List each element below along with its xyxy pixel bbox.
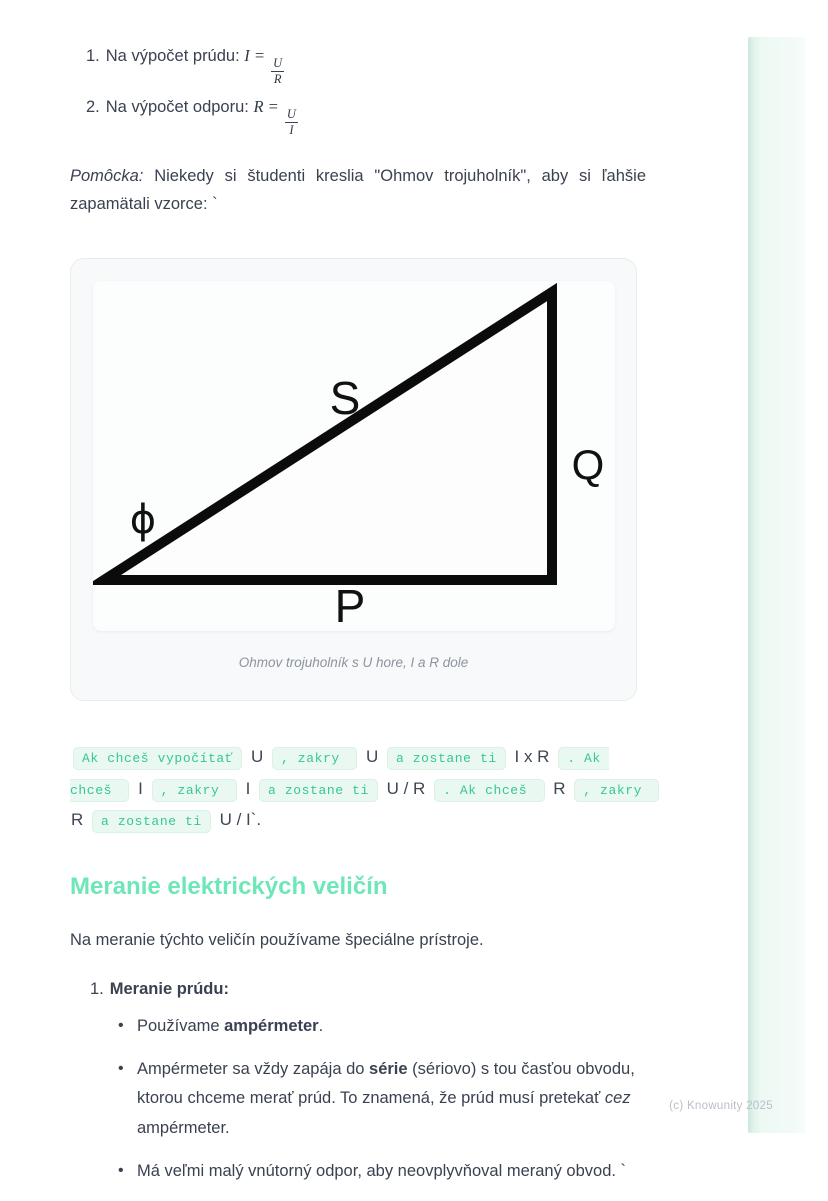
- bullet-item: [118, 1055, 645, 1143]
- right-accent-bar: [748, 37, 805, 1133]
- bullet-item: [118, 1157, 645, 1186]
- ohm-triangle-image: [93, 281, 615, 631]
- inline-code-chip: , zakry: [272, 747, 357, 770]
- section-heading: Meranie elektrických veličín: [70, 873, 388, 901]
- inline-code-chip: a zostane ti: [92, 810, 211, 833]
- fraction-numerator: U: [273, 56, 283, 70]
- measurement-title: Meranie prúdu:: [109, 979, 229, 998]
- plain-text-segment: U: [250, 747, 264, 767]
- list-number: 1.: [86, 47, 100, 65]
- figure-caption: Ohmov trojuholník s U hore, I a R dole: [238, 655, 469, 671]
- measurement-title-row: [90, 977, 646, 1002]
- inline-code-chip: , zakry: [152, 779, 237, 802]
- bullet-text-segment: ampérmeter: [224, 1016, 319, 1035]
- plain-text-segment: I: [138, 778, 143, 798]
- hint-lead: Pomôcka:: [70, 167, 144, 185]
- formula-list-item: [86, 44, 646, 85]
- fraction: [285, 108, 298, 136]
- measurement-list-item: [90, 977, 646, 1187]
- plain-text-segment: R: [553, 778, 566, 798]
- formula-list-item: [86, 95, 646, 136]
- bullet-item: [118, 1012, 645, 1041]
- inline-code-chip: , zakry: [574, 779, 659, 802]
- triangle-label-bottom: P: [334, 580, 366, 632]
- bullet-text-segment: (sériovo) s tou časťou obvodu, ktorou chceme merať prúd. To znamená, že prúd musí pretekať: [137, 1060, 635, 1108]
- formula-label: Na výpočet prúdu:: [105, 47, 245, 65]
- ohm-triangle-svg: [93, 281, 615, 631]
- formula-math: I = $\frac{U}{R}$: [244, 46, 283, 86]
- hint-paragraph: [70, 162, 646, 218]
- bullet-text-segment: Používame: [137, 1016, 225, 1035]
- bullet-text-segment: .: [318, 1016, 324, 1035]
- measurement-list: [70, 977, 646, 1187]
- inline-code-chip: a zostane ti: [387, 747, 506, 770]
- bullet-text-segment: Má veľmi malý vnútorný odpor, aby neovplyvňoval meraný obvod. `: [137, 1162, 627, 1181]
- fraction-denominator: R: [273, 71, 282, 86]
- section-intro: Na meranie týchto veličín používame špeciálne prístroje.: [70, 930, 484, 949]
- footer-copyright: (c) Knowunity 2025: [669, 1100, 773, 1112]
- plain-text-segment: I: [245, 778, 251, 798]
- triangle-shape: [104, 292, 552, 580]
- hint-text: Niekedy si študenti kreslia "Ohmov trojuholník", aby si ľahšie zapamätali vzorce: `: [70, 167, 646, 214]
- document-content: [70, 44, 651, 1201]
- bullet-text-segment: série: [369, 1060, 408, 1079]
- fraction-numerator: U: [286, 107, 296, 121]
- bullet-list: [90, 1012, 646, 1187]
- inline-code-chip: . Ak chceš: [70, 747, 609, 801]
- plain-text-segment: R: [71, 809, 84, 829]
- inline-code-chip: Ak chceš vypočítať: [73, 747, 242, 770]
- code-paragraph: [70, 741, 651, 835]
- formula-label: Na výpočet odporu:: [105, 98, 254, 116]
- list-number: 2.: [86, 98, 100, 116]
- fraction: [271, 57, 284, 85]
- plain-text-segment: U: [365, 747, 379, 767]
- ohm-triangle-figure: [70, 258, 637, 701]
- plain-text-segment: U / I`.: [219, 809, 262, 829]
- triangle-label-angle: ϕ: [129, 497, 157, 544]
- triangle-label-right-side: Q: [571, 441, 605, 489]
- plain-text-segment: I x R: [514, 747, 550, 767]
- inline-code-chip: a zostane ti: [259, 779, 378, 802]
- bullet-text-segment: ampérmeter.: [137, 1118, 230, 1137]
- inline-code-chip: . Ak chceš: [434, 779, 544, 802]
- fraction-denominator: I: [289, 122, 294, 137]
- bullet-text-segment: cez: [604, 1089, 631, 1108]
- list-number: 1.: [90, 979, 104, 998]
- formula-math: R = $\frac{U}{I}$: [253, 97, 296, 137]
- triangle-label-hypotenuse: S: [329, 372, 361, 425]
- formula-list: [70, 44, 646, 136]
- bullet-text-segment: Ampérmeter sa vždy zapája do: [137, 1060, 370, 1079]
- plain-text-segment: U / R: [386, 778, 426, 798]
